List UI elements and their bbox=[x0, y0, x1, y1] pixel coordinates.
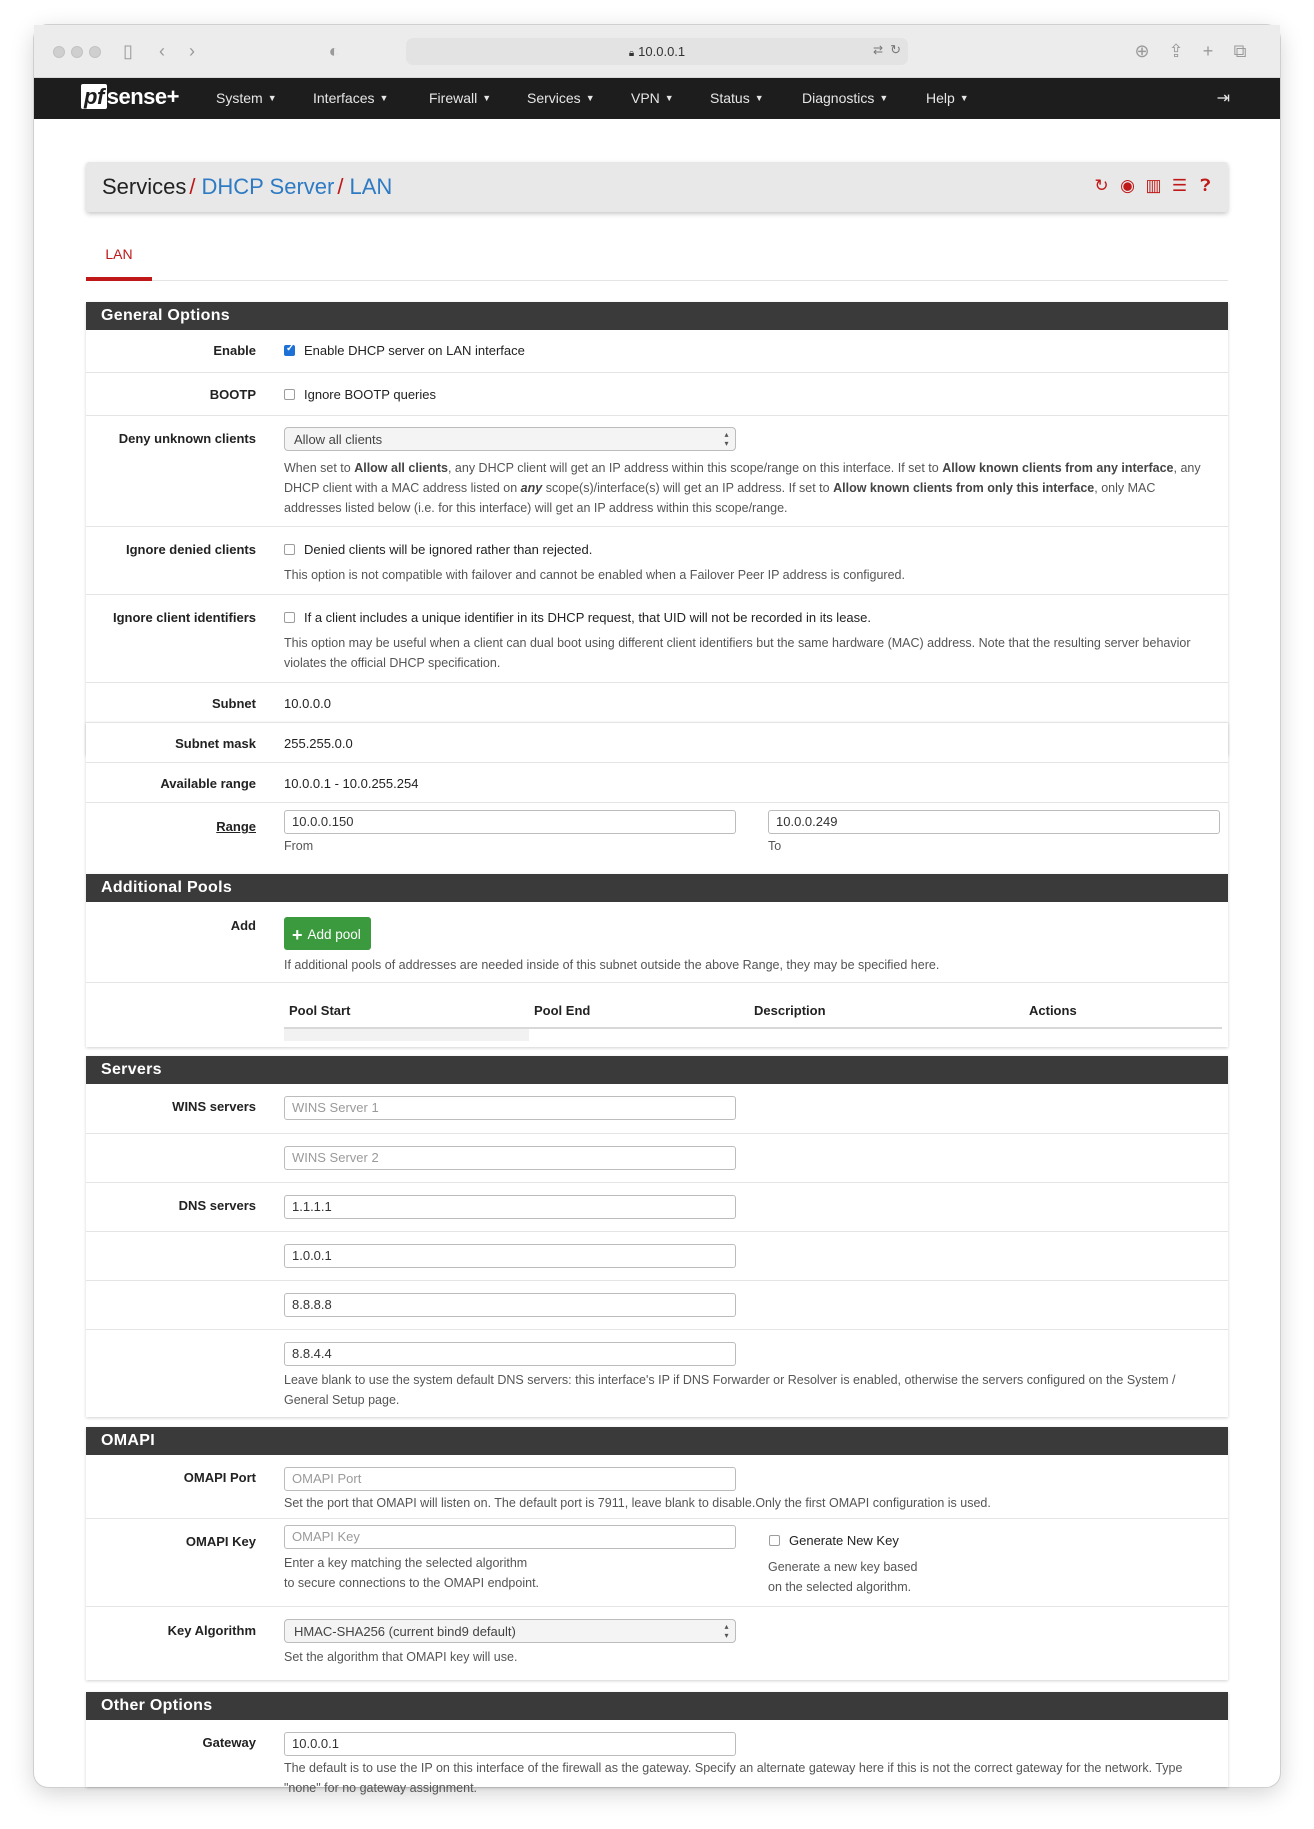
row-range bbox=[86, 802, 1228, 875]
label-bootp: BOOTP bbox=[209, 387, 256, 402]
general-options-panel-continued bbox=[86, 722, 1228, 875]
row-dns-3 bbox=[86, 1280, 1228, 1329]
column-pool-start: Pool Start bbox=[289, 1003, 351, 1018]
row-omapi-key bbox=[86, 1518, 1228, 1606]
omapi-key-help bbox=[284, 1553, 539, 1593]
close-window-button[interactable] bbox=[53, 46, 65, 58]
add-pool-button-label: Add pool bbox=[307, 927, 361, 942]
subnet-value: 10.0.0.0 bbox=[284, 696, 331, 711]
dns-server-3-input[interactable]: 8.8.8.8 bbox=[284, 1293, 736, 1317]
nav-help-label: Help bbox=[926, 90, 955, 106]
general-options-panel bbox=[86, 302, 1228, 755]
reload-icon[interactable]: ↻ bbox=[1094, 176, 1109, 195]
panel-heading-omapi: OMAPI bbox=[86, 1427, 1228, 1455]
generate-key-help bbox=[768, 1557, 917, 1597]
label-key-algorithm: Key Algorithm bbox=[167, 1623, 256, 1638]
deny-help-text: , only MAC addresses listed below (i.e. for this interface) will get an IP address within this scope/range. bbox=[284, 481, 1156, 515]
nav-diagnostics[interactable] bbox=[802, 90, 888, 106]
label-enable: Enable bbox=[213, 343, 256, 358]
deny-help-text: When set to bbox=[284, 461, 355, 475]
deny-help-bold: Allow known clients from only this interface bbox=[833, 481, 1095, 495]
omapi-key-help-line: Enter a key matching the selected algorithm bbox=[284, 1556, 528, 1570]
row-wins-2 bbox=[86, 1133, 1228, 1182]
subnet-mask-value: 255.255.0.0 bbox=[284, 736, 353, 751]
ignore-denied-help: This option is not compatible with failover and cannot be enabled when a Failover Peer IP address is configured. bbox=[284, 568, 905, 582]
help-icon[interactable]: ❓︎ bbox=[1200, 176, 1211, 195]
nav-firewall[interactable] bbox=[429, 90, 491, 106]
label-subnet: Subnet bbox=[211, 696, 256, 711]
label-dns-servers: DNS servers bbox=[178, 1198, 256, 1213]
nav-vpn-label: VPN bbox=[631, 90, 660, 106]
row-dns-2 bbox=[86, 1231, 1228, 1280]
breadcrumb-lan-link[interactable]: LAN bbox=[349, 174, 393, 199]
back-icon[interactable]: ‹ bbox=[159, 41, 165, 61]
sidebar-icon[interactable]: ▯ bbox=[123, 41, 133, 61]
breadcrumb-separator: / bbox=[189, 174, 196, 199]
caret-down-icon: ▼ bbox=[664, 93, 674, 103]
row-subnet bbox=[86, 682, 1228, 722]
nav-system[interactable] bbox=[216, 90, 277, 106]
label-ignore-denied: Ignore denied clients bbox=[125, 542, 256, 557]
chart-icon[interactable]: ▥ bbox=[1145, 176, 1162, 195]
omapi-panel bbox=[86, 1427, 1228, 1680]
column-actions: Actions bbox=[1029, 1003, 1077, 1018]
bootp-checkbox[interactable] bbox=[284, 389, 295, 400]
label-gateway: Gateway bbox=[202, 1735, 256, 1750]
range-from-caption: From bbox=[284, 839, 314, 853]
caret-down-icon: ▼ bbox=[379, 93, 389, 103]
shield-icon[interactable]: ◐ bbox=[328, 41, 340, 61]
caret-down-icon: ▼ bbox=[879, 93, 889, 103]
ignore-identifiers-checkbox-label: If a client includes a unique identifier in its DHCP request, that UID will not be recorded in its lease. bbox=[304, 610, 871, 625]
nav-system-label: System bbox=[216, 90, 263, 106]
gateway-help: The default is to use the IP on this interface of the firewall as the gateway. Specify an alternate gateway here if this is not the correct gateway for the network. Type "none" for no gateway assignment. bbox=[284, 1761, 1183, 1795]
nav-interfaces[interactable] bbox=[313, 90, 388, 106]
row-omapi-port bbox=[86, 1455, 1228, 1518]
servers-panel bbox=[86, 1056, 1228, 1417]
label-ignore-identifiers: Ignore client identifiers bbox=[112, 610, 256, 625]
row-dns-4 bbox=[86, 1329, 1228, 1417]
row-subnet-mask bbox=[86, 722, 1228, 762]
row-gateway bbox=[86, 1720, 1228, 1795]
dns-server-2-input[interactable]: 1.0.0.1 bbox=[284, 1244, 736, 1268]
caret-down-icon: ▼ bbox=[585, 93, 595, 103]
available-range-value: 10.0.0.1 - 10.0.255.254 bbox=[284, 776, 419, 791]
deny-help-text: , any DHCP client will get an IP address within this scope/range on this interface. If set to bbox=[447, 461, 943, 475]
refresh-icon[interactable]: ↻ bbox=[890, 42, 901, 57]
nav-status-label: Status bbox=[710, 90, 750, 106]
omapi-port-help: Set the port that OMAPI will listen on. The default port is 7911, leave blank to disable.Only the first OMAPI configuration is used. bbox=[284, 1496, 991, 1510]
omapi-port-input[interactable]: OMAPI Port bbox=[284, 1467, 736, 1491]
tabs-icon[interactable]: ⧉ bbox=[1233, 41, 1247, 61]
generate-key-checkbox[interactable] bbox=[769, 1535, 780, 1546]
row-ignore-denied bbox=[86, 526, 1228, 594]
label-add: Add bbox=[230, 918, 256, 933]
other-options-panel bbox=[86, 1692, 1228, 1795]
enable-checkbox-label: Enable DHCP server on LAN interface bbox=[304, 343, 525, 358]
key-algorithm-select[interactable]: HMAC-SHA256 (current bind9 default) ▴▾ bbox=[284, 1619, 736, 1643]
label-subnet-mask: Subnet mask bbox=[175, 736, 256, 751]
tab-lan[interactable]: LAN bbox=[86, 229, 152, 281]
table-empty-row bbox=[284, 1029, 529, 1041]
zoom-window-button[interactable] bbox=[89, 46, 101, 58]
omapi-key-input[interactable]: OMAPI Key bbox=[284, 1525, 736, 1549]
row-wins-1 bbox=[86, 1084, 1228, 1133]
deny-help-bold: Allow known clients from any interface bbox=[942, 461, 1174, 475]
browser-toolbar bbox=[34, 25, 1280, 78]
label-omapi-port: OMAPI Port bbox=[183, 1470, 256, 1485]
breadcrumb-separator: / bbox=[337, 174, 344, 199]
row-ignore-identifiers bbox=[86, 594, 1228, 682]
caret-down-icon: ▼ bbox=[959, 93, 969, 103]
forward-icon[interactable]: › bbox=[189, 41, 195, 61]
label-wins-servers: WINS servers bbox=[172, 1099, 256, 1114]
list-icon[interactable]: ☰ bbox=[1171, 176, 1188, 195]
logo-text: sense bbox=[106, 84, 167, 109]
row-deny-unknown bbox=[86, 415, 1228, 526]
ignore-identifiers-help: This option may be useful when a client can dual boot using different client identifiers but the same hardware (MAC) address. Note that the resulting server behavior violates the official DHCP specification. bbox=[284, 636, 1191, 670]
browser-window bbox=[34, 25, 1280, 1795]
label-available-range: Available range bbox=[160, 776, 256, 791]
row-bootp bbox=[86, 372, 1228, 415]
key-algorithm-help: Set the algorithm that OMAPI key will use. bbox=[284, 1650, 518, 1664]
panel-heading-servers: Servers bbox=[86, 1056, 1228, 1084]
dns-server-1-input[interactable]: 1.1.1.1 bbox=[284, 1195, 736, 1219]
deny-help-bold: any bbox=[520, 481, 543, 495]
nav-services[interactable] bbox=[527, 90, 595, 106]
row-key-algorithm bbox=[86, 1606, 1228, 1680]
deny-help-text: , any DHCP client with a MAC address listed on bbox=[284, 461, 1201, 495]
nav-interfaces-label: Interfaces bbox=[313, 90, 375, 106]
main-navbar bbox=[34, 78, 1280, 119]
translate-icon[interactable]: ⇄ bbox=[872, 43, 883, 57]
pools-table bbox=[86, 982, 1228, 1047]
breadcrumb-dhcp-server-link[interactable]: DHCP Server bbox=[201, 174, 335, 199]
nav-help[interactable] bbox=[926, 90, 969, 106]
logout-icon[interactable]: ⇥ bbox=[1216, 90, 1230, 107]
lock-icon: 🔒︎ bbox=[628, 48, 635, 59]
enable-checkbox[interactable] bbox=[284, 345, 295, 356]
ignore-denied-checkbox-label: Denied clients will be ignored rather than rejected. bbox=[304, 542, 593, 557]
breadcrumb-trail bbox=[102, 174, 392, 200]
range-from-input[interactable]: 10.0.0.150 bbox=[284, 810, 736, 834]
ignore-denied-checkbox[interactable] bbox=[284, 544, 295, 555]
stop-icon[interactable]: ◉ bbox=[1120, 176, 1135, 195]
range-to-input[interactable]: 10.0.0.249 bbox=[768, 810, 1220, 834]
deny-unknown-select[interactable]: Allow all clients ▴▾ bbox=[284, 427, 736, 451]
wins-server-2-input[interactable]: WINS Server 2 bbox=[284, 1146, 736, 1170]
panel-heading-pools: Additional Pools bbox=[86, 874, 1228, 902]
add-pool-button[interactable] bbox=[284, 917, 371, 950]
label-omapi-key: OMAPI Key bbox=[185, 1534, 256, 1549]
deny-help-bold: Allow all clients bbox=[354, 461, 448, 475]
row-add-pool bbox=[86, 902, 1228, 982]
panel-heading-general: General Options bbox=[86, 302, 1228, 330]
generate-key-checkbox-label: Generate New Key bbox=[789, 1533, 899, 1548]
address-bar[interactable] bbox=[406, 38, 908, 65]
dns-server-4-input[interactable]: 8.8.4.4 bbox=[284, 1342, 736, 1366]
breadcrumb-actions bbox=[1085, 176, 1215, 196]
nav-vpn[interactable] bbox=[631, 90, 674, 106]
column-description: Description bbox=[754, 1003, 826, 1018]
row-dns-1 bbox=[86, 1182, 1228, 1231]
breadcrumb-services: Services bbox=[102, 174, 187, 199]
gateway-input[interactable]: 10.0.0.1 bbox=[284, 1732, 736, 1756]
generate-key-help-line: on the selected algorithm. bbox=[768, 1580, 912, 1594]
ignore-identifiers-checkbox[interactable] bbox=[284, 612, 295, 623]
share-icon[interactable]: ⇪ bbox=[1168, 41, 1184, 61]
deny-unknown-help bbox=[284, 458, 1209, 518]
logo-pf: pf bbox=[81, 84, 107, 109]
range-to-caption: To bbox=[768, 839, 782, 853]
breadcrumb bbox=[86, 162, 1228, 212]
nav-firewall-label: Firewall bbox=[429, 90, 478, 106]
bootp-checkbox-label: Ignore BOOTP queries bbox=[304, 387, 436, 402]
new-tab-icon[interactable]: + bbox=[1202, 41, 1214, 61]
logo-plus: + bbox=[166, 84, 180, 109]
column-pool-end: Pool End bbox=[534, 1003, 591, 1018]
nav-services-label: Services bbox=[527, 90, 581, 106]
caret-down-icon: ▼ bbox=[482, 93, 492, 103]
download-icon[interactable]: ⊕ bbox=[1134, 41, 1150, 61]
caret-down-icon: ▼ bbox=[267, 93, 277, 103]
caret-down-icon: ▼ bbox=[754, 93, 764, 103]
deny-help-text: scope(s)/interface(s) will get an IP address. If set to bbox=[542, 481, 834, 495]
pfsense-logo[interactable] bbox=[81, 84, 179, 110]
label-deny-unknown: Deny unknown clients bbox=[118, 431, 256, 446]
dns-servers-help: Leave blank to use the system default DNS servers: this interface's IP if DNS Forwarder or Resolver is enabled, otherwise the servers configured on the System / General Setup page. bbox=[284, 1373, 1176, 1407]
additional-pools-panel bbox=[86, 874, 1228, 1047]
panel-heading-other: Other Options bbox=[86, 1692, 1228, 1720]
row-enable bbox=[86, 330, 1228, 372]
add-pool-help: If additional pools of addresses are needed inside of this subnet outside the above Range, they may be specified here. bbox=[284, 958, 940, 972]
url-text bbox=[406, 44, 908, 59]
label-range[interactable]: Range bbox=[216, 819, 256, 834]
row-available-range bbox=[86, 762, 1228, 802]
generate-key-help-line: Generate a new key based bbox=[768, 1560, 918, 1574]
minimize-window-button[interactable] bbox=[71, 46, 83, 58]
tab-bar bbox=[86, 229, 1228, 281]
wins-server-1-input[interactable]: WINS Server 1 bbox=[284, 1096, 736, 1120]
nav-diagnostics-label: Diagnostics bbox=[802, 90, 875, 106]
nav-status[interactable] bbox=[710, 90, 764, 106]
url-value: 10.0.0.1 bbox=[638, 44, 686, 59]
plus-icon: + bbox=[292, 925, 303, 945]
omapi-key-help-line: to secure connections to the OMAPI endpoint. bbox=[284, 1576, 540, 1590]
